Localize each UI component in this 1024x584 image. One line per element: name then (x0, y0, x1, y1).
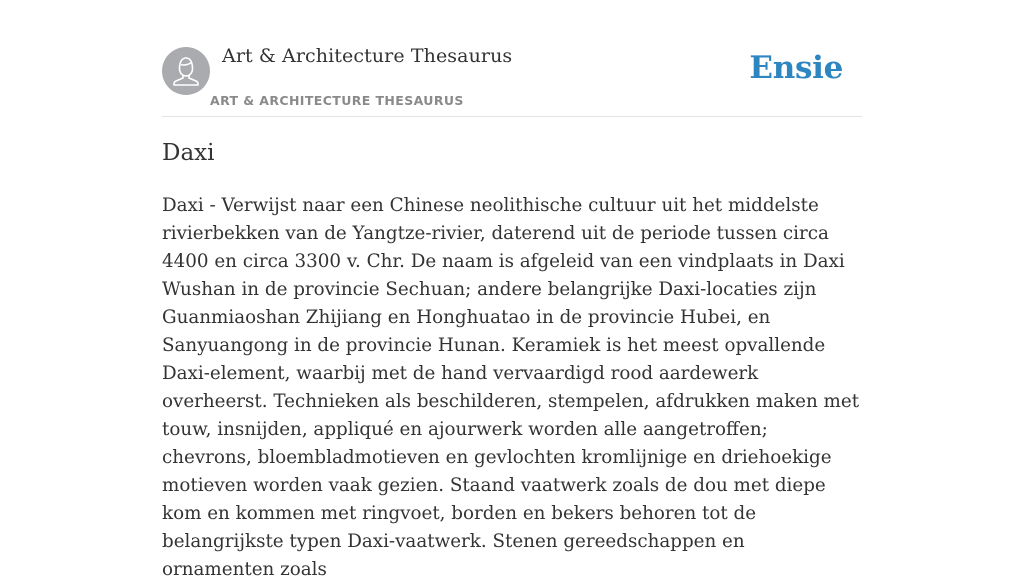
entry-body: Daxi - Verwijst naar een Chinese neolithische cultuur uit het middelste rivierbekken van de Yangtze-rivier, daterend uit de periode tussen circa 4400 en circa 3300 v. Chr. De naam is afgeleid van een vindplaats in Daxi Wushan in de provincie Sechuan; andere belangrijke Daxi-locaties zijn Guanmiaoshan Zhijiang en Honghuatao in de provincie Hubei, en Sanyuangong in de provincie Hunan. Keramiek is het meest opvallende Daxi-element, waarbij met de hand vervaardigd rood aardewerk overheerst. Technieken als beschilderen, stempelen, afdrukken maken met touw, insnijden, appliqué en ajourwerk worden alle aangetroffen; chevrons, bloembladmotieven en gevlochten kromlijnige en driehoekige motieven worden vaak gezien. Staand vaatwerk zoals de dou met diepe kom en kommen met ringvoet, borden en bekers behoren tot de belangrijkste typen Daxi-vaatwerk. Stenen gereedschappen en ornamenten zoals (162, 195, 860, 580)
source-subtitle[interactable]: ART & ARCHITECTURE THESAURUS (210, 93, 464, 108)
source-avatar[interactable] (162, 47, 210, 95)
brand-logo[interactable]: Ensie (749, 50, 843, 86)
source-title[interactable]: Art & Architecture Thesaurus (222, 45, 513, 67)
user-silhouette-icon (162, 47, 210, 95)
source-header (162, 0, 862, 117)
entry-title: Daxi (162, 140, 215, 166)
